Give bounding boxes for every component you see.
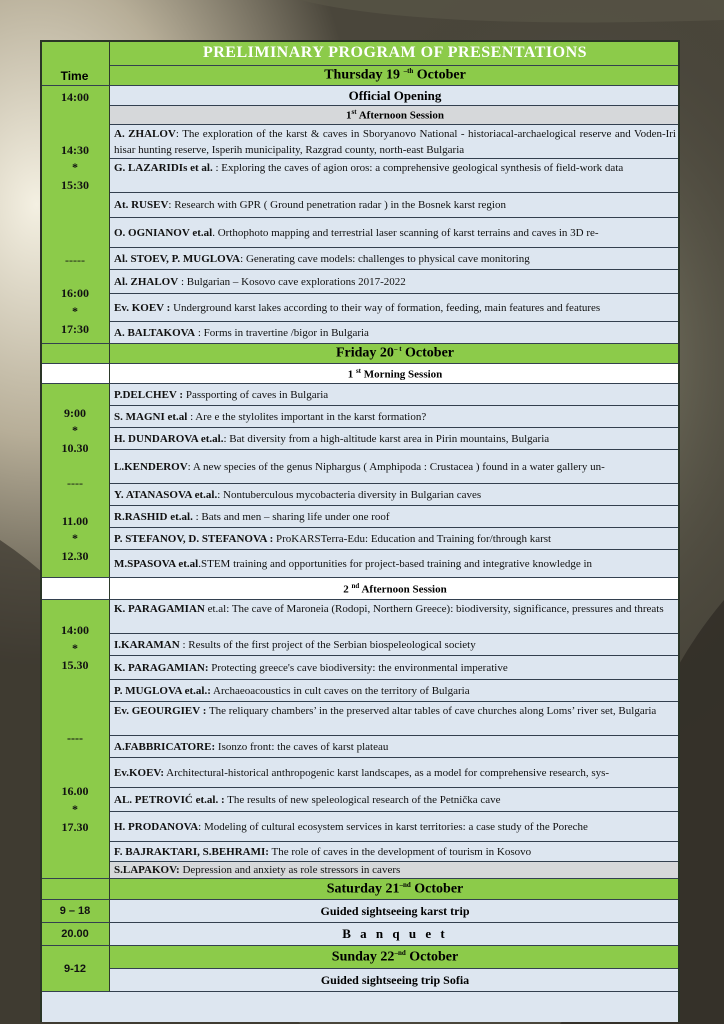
time-spacer (40, 879, 110, 900)
time-label: 11.00 (61, 514, 89, 528)
time-label: * (72, 531, 78, 545)
time-label: 9-12 (63, 963, 87, 975)
presentation-row: P.DELCHEV : Passporting of caves in Bulgaria (110, 384, 680, 406)
presentation-row: A. ZHALOV: The exploration of the karst & caves in Sboryanovo National - historiacal-archaelogical reserve and Voden-Iri hisar hunting reserve, Isperih municipality, Razgrad county, north-east Bulgaria (110, 125, 680, 159)
time-label: ---- (67, 731, 83, 745)
time-label: ---- (67, 476, 83, 490)
presentation-row: S.LAPAKOV: Depression and anxiety as role stressors in cavers (110, 862, 680, 879)
program-table (40, 40, 680, 1022)
time-label: * (72, 802, 78, 816)
time-label: * (72, 641, 78, 655)
presentation-row: G. LAZARIDIs et al. : Exploring the caves of agion oros: a comprehensive geological synthesis of field-work data (110, 159, 680, 193)
time-label: 17.30 (61, 820, 89, 834)
time-label: * (72, 423, 78, 437)
time-label: 16:00 (61, 286, 89, 300)
time-label: 16.00 (61, 784, 89, 798)
presentation-row: H. PRODANOVA: Modeling of cultural ecosystem services in karst territories: a case study of the Poreche (110, 812, 680, 842)
time-spacer (40, 578, 110, 600)
session-afternoon-2: 2 $^{nd}$ Afternoon Session (110, 578, 680, 600)
presentation-row: M.SPASOVA et.al.STEM training and opportunities for project-based training and integrative knowledge in (110, 550, 680, 578)
presentation-row: P. STEFANOV, D. STEFANOVA : ProKARSTerra-Edu: Education and Training for/through karst (110, 528, 680, 550)
presentation-row: K. PARAGAMIAN et.al: The cave of Maroneia (Rodopi, Northern Greece): biodiversity, significance, pressures and threats (110, 600, 680, 634)
presentation-row: Ev.KOEV: Architectural-historical anthropogenic karst landscapes, as a model for comprehensive research, sys- (110, 758, 680, 788)
time-label: 9:00 (64, 406, 86, 420)
presentation-row: I.KARAMAN : Results of the first project of the Serbian biospeleological society (110, 634, 680, 656)
event-sofia-trip: Guided sightseeing trip Sofia (110, 969, 680, 992)
presentation-row: A.FABBRICATORE: Isonzo front: the caves of karst plateau (110, 736, 680, 758)
day-header-saturday: Saturday $21^{-nd}$ October (110, 879, 680, 900)
time-label: 14:00 (61, 90, 89, 104)
program-title: PRELIMINARY PROGRAM OF PRESENTATIONS (110, 40, 680, 66)
time-label: * (72, 304, 78, 318)
presentation-row: At. RUSEV: Research with GPR ( Ground penetration radar ) in the Bosnek karst region (110, 193, 680, 218)
presentation-row: S. MAGNI et.al : Are e the stylolites important in the karst formation? (110, 406, 680, 428)
presentation-row: Ev. GEOURGIEV : The reliquary chambers’ in the preserved altar tables of cave churches along Loms’ river set, Bulgaria (110, 702, 680, 736)
time-label: 12.30 (61, 549, 89, 563)
presentation-row: R.RASHID et.al. : Bats and men – sharing life under one roof (110, 506, 680, 528)
time-label: ----- (65, 253, 85, 267)
time-label: 10.30 (61, 441, 89, 455)
presentation-row: A. BALTAKOVA : Forms in travertine /bigor in Bulgaria (110, 322, 680, 344)
time-label: * (72, 160, 78, 174)
presentation-row: Al. ZHALOV : Bulgarian – Kosovo cave explorations 2017-2022 (110, 270, 680, 294)
time-label: 14:00 (61, 623, 89, 637)
session-morning-1: 1 $^{st}$ Morning Session (110, 364, 680, 384)
presentation-row: Ev. KOEV : Underground karst lakes according to their way of formation, feeding, main features and features (110, 294, 680, 322)
day-header-thursday: Thursday 19 $^{-th}$ October (110, 66, 680, 86)
time-label: 20.00 (61, 928, 89, 940)
presentation-row: H. DUNDAROVA et.al.: Bat diversity from a high-altitude karst area in Pirin mountains, Bulgaria (110, 428, 680, 450)
presentation-row: Al. STOEV, P. MUGLOVA: Generating cave models: challenges to physical cave monitoring (110, 248, 680, 270)
time-label: 9 – 18 (59, 905, 91, 917)
presentation-row: P. MUGLOVA et.al.: Archaeoacoustics in cult caves on the territory of Bulgaria (110, 680, 680, 702)
day-header-sunday: Sunday $22^{-nd}$ October (110, 946, 680, 969)
presentation-row: L.KENDEROV: A new species of the genus Niphargus ( Amphipoda : Crustacea ) found in a water gallery un- (110, 450, 680, 484)
presentation-row: K. PARAGAMIAN: Protecting greece's cave biodiversity: the environmental imperative (110, 656, 680, 680)
presentation-row: F. BAJRAKTARI, S.BEHRAMI: The role of caves in the development of tourism in Kosovo (110, 842, 680, 862)
official-opening: Official Opening (110, 86, 680, 106)
time-label: 15.30 (61, 658, 89, 672)
time-spacer (40, 364, 110, 384)
time-spacer (40, 344, 110, 364)
time-column-header: Time (40, 66, 110, 86)
time-label: 15:30 (61, 178, 89, 192)
presentation-row: AL. PETROVIĆ et.al. : The results of new speleological research of the Petnička cave (110, 788, 680, 812)
header-time-spacer (40, 40, 110, 66)
time-label: 17:30 (61, 322, 89, 336)
presentation-row: Y. ATANASOVA et.al.: Nontuberculous mycobacteria diversity in Bulgarian caves (110, 484, 680, 506)
event-karst-trip: Guided sightseeing karst trip (110, 900, 680, 923)
event-banquet: B a n q u e t (110, 923, 680, 946)
day-header-friday: Friday $20^{- t}$ October (110, 344, 680, 364)
time-label: 14:30 (61, 143, 89, 157)
presentation-row: O. OGNIANOV et.al. Orthophoto mapping and terrestrial laser scanning of karst terrains and caves in 3D re- (110, 218, 680, 248)
session-afternoon-1: 1st Afternoon Session (110, 106, 680, 125)
